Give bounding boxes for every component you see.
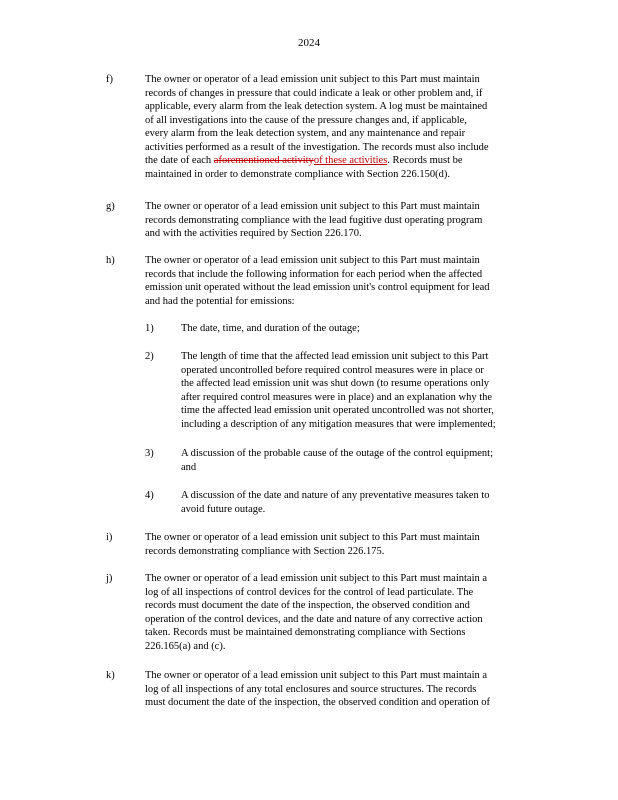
text-line: The owner or operator of a lead emission unit subject to this Part must maintain a	[145, 670, 488, 681]
text-line: log of all inspections of control devices for the control of lead particulate. The	[145, 586, 474, 598]
text-line: log of all inspections of any total enclosures and source structures. The records	[145, 683, 477, 695]
text-segment: the date of each	[145, 155, 214, 166]
text-line: records must document the date of the inspection, the observed condition and	[145, 600, 470, 611]
text-line: operated uncontrolled before required control measures were in place or	[181, 364, 484, 376]
text-line: applicable, every alarm from the leak detection system. A log must be maintained	[145, 101, 488, 112]
text-line: must document the date of the inspection, the observed condition and operation of	[145, 697, 490, 708]
deleted-text: aforementioned activity	[213, 155, 314, 166]
text-line: The length of time that the affected lead emission unit subject to this Part	[181, 351, 489, 362]
text-segment: . Records must be	[387, 155, 463, 166]
text-line: The owner or operator of a lead emission unit subject to this Part must maintain	[145, 255, 480, 266]
text-line: and had the potential for emissions:	[145, 295, 295, 307]
text-line: records that include the following information for each period when the affected	[145, 268, 483, 280]
subparagraph-label: 1)	[145, 323, 154, 334]
text-line: A discussion of the probable cause of the outage of the control equipment;	[181, 448, 494, 459]
text-line: avoid future outage.	[181, 503, 266, 515]
paragraph-label: g)	[106, 201, 115, 212]
text-line: taken. Records must be maintained demonstrating compliance with Sections	[145, 627, 466, 638]
text-line: records of changes in pressure that could indicate a leak or other problem and, if	[145, 87, 483, 99]
text-line: emission unit operated without the lead emission unit's control equipment for lead	[145, 282, 490, 293]
paragraph-label: j)	[106, 573, 113, 584]
text-line: the affected lead emission unit was shut down (to resume operations only	[181, 378, 490, 389]
text-line: records demonstrating compliance with Section 226.175.	[145, 545, 385, 557]
paragraph-label: f)	[106, 74, 113, 85]
subparagraph-text	[181, 447, 543, 474]
text-line: after required control measures were in place) and an explanation why the	[181, 391, 493, 403]
text-line: and	[181, 461, 197, 473]
text-line: every alarm from the leak detection system, and any maintenance and repair	[145, 128, 466, 139]
text-line: The owner or operator of a lead emission unit subject to this Part must maintain	[145, 532, 480, 543]
inserted-text: of these activities	[313, 155, 388, 166]
paragraph-text	[145, 531, 517, 558]
text-line: The date, time, and duration of the outage;	[181, 323, 360, 334]
subparagraph-text	[181, 322, 543, 336]
subparagraph-label: 3)	[145, 448, 154, 459]
text-line: and with the activities required by Section 226.170.	[145, 228, 362, 239]
paragraph-text	[145, 254, 517, 308]
text-line-with-revision	[145, 154, 517, 168]
paragraph-text	[145, 669, 517, 710]
subparagraph-text	[181, 350, 543, 431]
text-line: The owner or operator of a lead emission unit subject to this Part must maintain a	[145, 573, 488, 584]
text-line: time the affected lead emission unit operated uncontrolled was not shorter,	[181, 405, 494, 416]
text-line: The owner or operator of a lead emission unit subject to this Part must maintain	[145, 74, 480, 85]
text-line: A discussion of the date and nature of any preventative measures taken to	[181, 490, 490, 501]
text-line: The owner or operator of a lead emission unit subject to this Part must maintain	[145, 201, 480, 212]
text-line: maintained in order to demonstrate compliance with Section 226.150(d).	[145, 168, 451, 180]
text-line: 226.165(a) and (c).	[145, 640, 226, 652]
text-line: activities performed as a result of the investigation. The records must also include	[145, 141, 489, 153]
paragraph-label: h)	[106, 255, 115, 266]
paragraph-label: i)	[106, 532, 113, 543]
paragraph-text	[145, 73, 517, 181]
text-line: operation of the control devices, and the date and nature of any corrective action	[145, 613, 483, 625]
subparagraph-label: 2)	[145, 351, 154, 362]
paragraph-text	[145, 200, 517, 241]
paragraph-label: k)	[106, 670, 115, 681]
paragraph-text	[145, 572, 517, 653]
page-number: 2024	[298, 37, 320, 49]
subparagraph-text	[181, 489, 543, 516]
text-line: records demonstrating compliance with the lead fugitive dust operating program	[145, 214, 483, 226]
text-line: including a description of any mitigation measures that were implemented;	[181, 418, 496, 430]
subparagraph-label: 4)	[145, 490, 154, 501]
text-line: of all investigations into the cause of the pressure changes and, if applicable,	[145, 114, 467, 126]
